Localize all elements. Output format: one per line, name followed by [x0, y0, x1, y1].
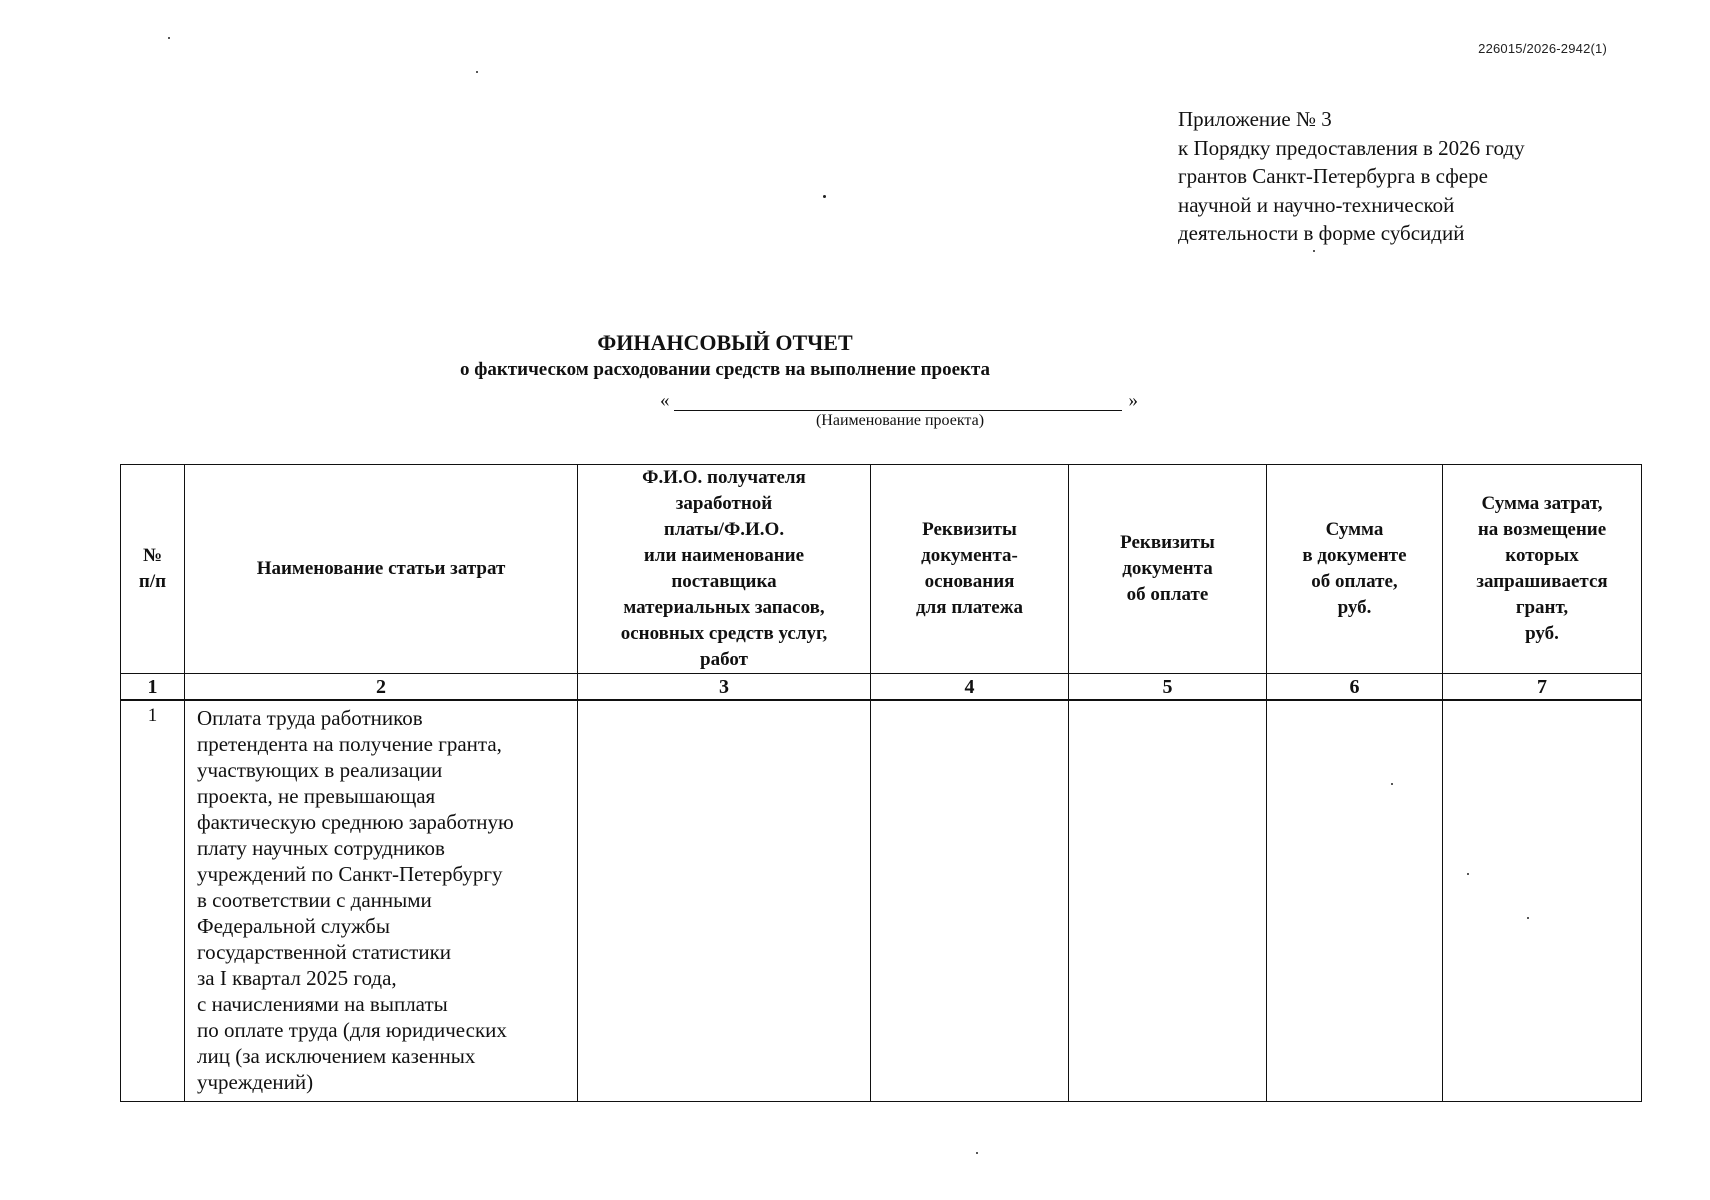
cost-item-line: Оплата труда работников [197, 706, 423, 730]
scan-speck [1527, 917, 1529, 919]
header-line: для платежа [916, 597, 1023, 618]
cost-item-line: Федеральной службы [197, 914, 390, 938]
column-number: 6 [1267, 674, 1443, 701]
cost-item-line: плату научных сотрудников [197, 836, 445, 860]
header-line: в документе [1302, 545, 1407, 566]
header-line: № [142, 545, 163, 566]
header-cell-num [121, 465, 185, 674]
column-number: 7 [1443, 674, 1642, 701]
scan-speck [168, 37, 170, 39]
header-line: руб. [1525, 623, 1559, 644]
title-block [0, 330, 1710, 384]
amount-in-document-cell [1267, 700, 1443, 1102]
document-id: 226015/2026-2942(1) [1478, 41, 1607, 56]
cost-item-line: с начислениями на выплаты [197, 992, 448, 1016]
header-line: руб. [1337, 597, 1372, 618]
header-line: Реквизиты [922, 519, 1017, 540]
column-number-row [121, 674, 1642, 701]
header-line: на возмещение [1477, 519, 1607, 540]
header-cell-amount-requested [1443, 465, 1642, 674]
header-line: Наименование статьи затрат [256, 558, 506, 579]
cost-item-line: учреждений) [197, 1070, 314, 1094]
column-number: 2 [185, 674, 578, 701]
scan-speck [976, 1152, 978, 1154]
header-cell-recipient [578, 465, 871, 674]
report-subtitle: о фактическом расходовании средств на выполнение проекта [459, 359, 991, 380]
header-cell-payment-document [1069, 465, 1267, 674]
project-name-caption: (Наименование проекта) [815, 412, 985, 429]
header-line: об оплате, [1311, 571, 1398, 592]
column-number: 5 [1069, 674, 1267, 701]
cost-item-line: по оплате труда (для юридических [197, 1018, 507, 1042]
payment-document-cell [1069, 700, 1267, 1102]
cost-item-line: государственной статистики [197, 940, 452, 964]
header-line: запрашивается [1476, 571, 1608, 592]
header-cell-basis-document [871, 465, 1069, 674]
table-header-row [121, 465, 1642, 674]
header-line: документа- [921, 545, 1018, 566]
column-number: 1 [121, 674, 185, 701]
cost-item-line: в соответствии с данными [197, 888, 432, 912]
cost-item-line: за I квартал 2025 года, [197, 966, 397, 990]
cost-item-line: лиц (за исключением казенных [197, 1044, 476, 1068]
open-quote: « [660, 390, 670, 411]
cost-item-line: проекта, не превышающая [197, 784, 436, 808]
cost-item-line: участвующих в реализации [197, 758, 443, 782]
appendix-line: научной и научно-технической [1178, 192, 1455, 217]
financial-report-table [120, 464, 1642, 1102]
appendix-line: грантов Санкт-Петербурга в сфере [1178, 164, 1488, 188]
report-title: ФИНАНСОВЫЙ ОТЧЕТ [597, 330, 853, 355]
header-line: Реквизиты [1120, 532, 1215, 553]
appendix-line: Приложение № 3 [1178, 107, 1332, 131]
row-number: 1 [121, 700, 185, 1102]
scan-speck [823, 195, 826, 198]
amount-requested-cell [1443, 700, 1642, 1102]
header-line: или наименование [643, 545, 805, 566]
appendix-reference [1178, 105, 1525, 248]
header-line: об оплате [1126, 584, 1209, 605]
header-line: Сумма затрат, [1481, 493, 1603, 514]
header-line: поставщика [671, 571, 777, 592]
header-line: заработной [675, 493, 773, 514]
cost-item-cell [185, 700, 578, 1102]
header-line: Сумма [1325, 519, 1384, 540]
project-name-blank [674, 410, 1122, 411]
basis-document-cell [871, 700, 1069, 1102]
column-number: 4 [871, 674, 1069, 701]
header-line: Ф.И.О. получателя [642, 467, 806, 488]
header-line: платы/Ф.И.О. [663, 519, 785, 540]
cost-item-line: учреждений по Санкт-Петербургу [197, 862, 503, 886]
header-line: документа [1122, 558, 1213, 579]
scan-speck [1467, 873, 1469, 875]
header-line: основных средств услуг, [620, 623, 828, 644]
header-cell-cost-item [185, 465, 578, 674]
header-line: п/п [138, 571, 167, 592]
cost-item-line: фактическую среднюю заработную [197, 810, 514, 834]
appendix-line: к Порядку предоставления в 2026 году [1178, 135, 1525, 160]
header-line: работ [700, 649, 748, 670]
scan-speck [1313, 250, 1315, 252]
column-number: 3 [578, 674, 871, 701]
header-cell-amount-in-document [1267, 465, 1443, 674]
header-line: основания [924, 571, 1015, 592]
header-line: грант, [1515, 597, 1569, 618]
header-line: которых [1505, 545, 1579, 566]
close-quote: » [1128, 390, 1138, 411]
table-row [121, 700, 1642, 1102]
header-line: материальных запасов, [623, 597, 825, 618]
scan-speck [476, 71, 478, 73]
scan-speck [1391, 783, 1393, 785]
appendix-line: деятельности в форме субсидий [1178, 221, 1465, 245]
recipient-cell [578, 700, 871, 1102]
cost-item-line: претендента на получение гранта, [197, 732, 502, 756]
